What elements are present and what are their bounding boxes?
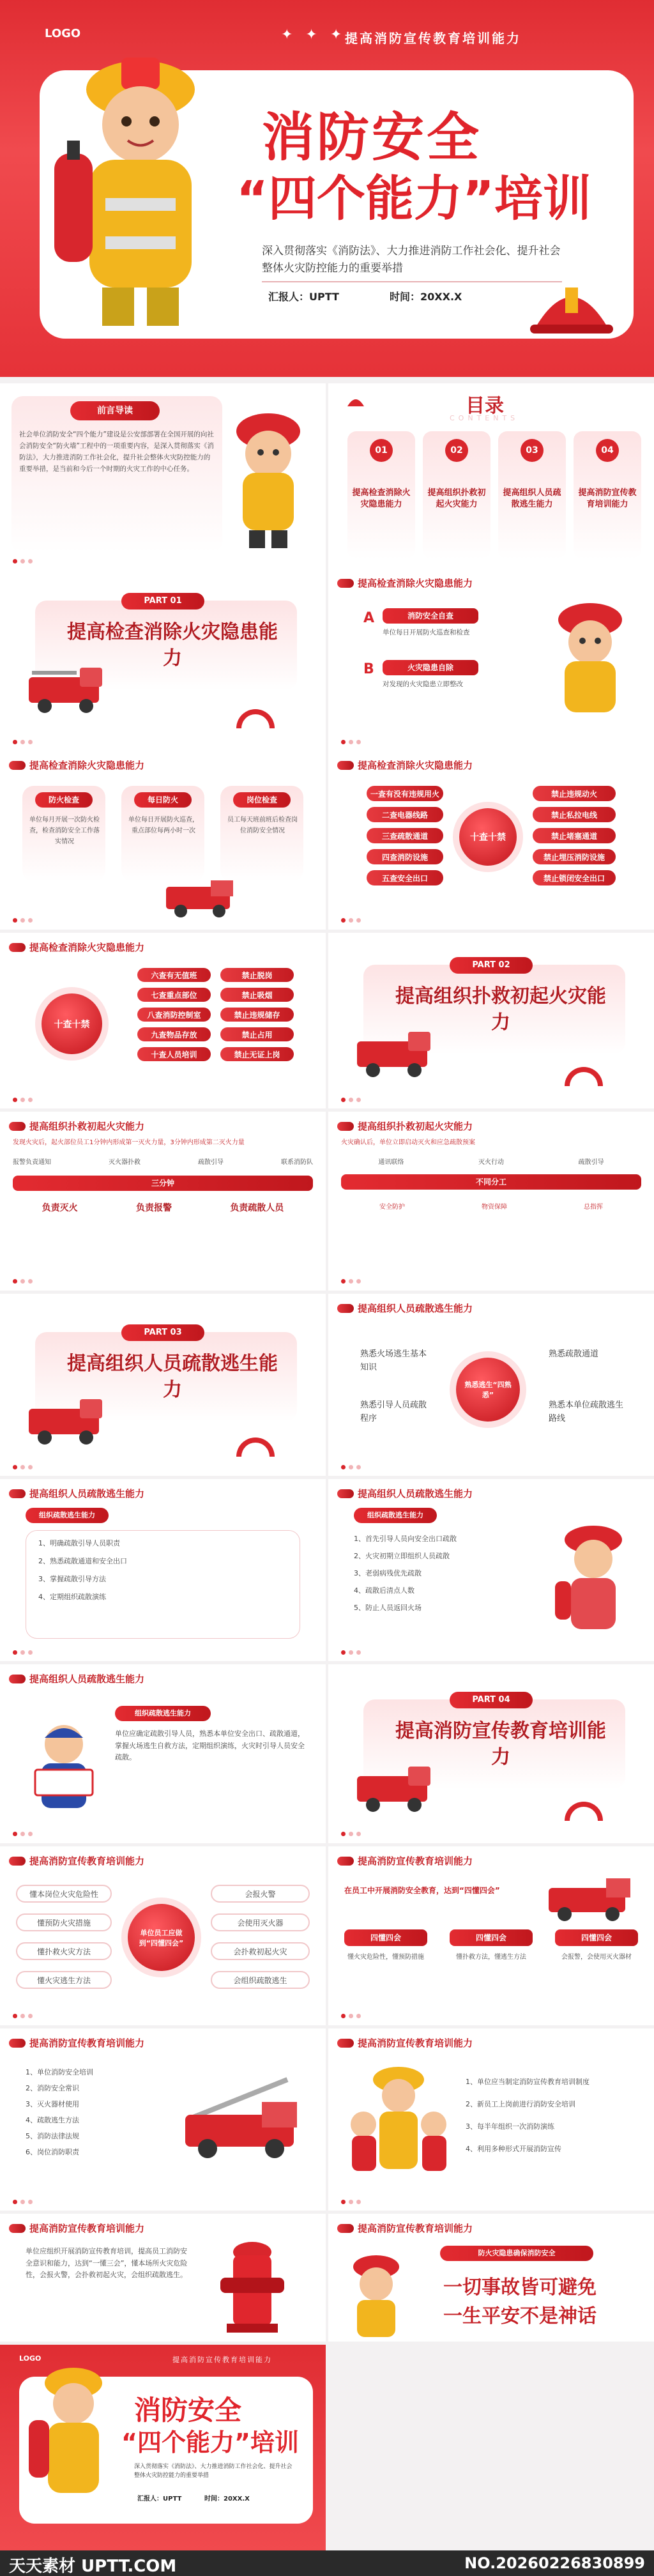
evac-line: 3、掌握疏散引导方法 <box>38 1575 106 1583</box>
s9-cell: 报警负责通知 <box>13 1159 51 1166</box>
thumb-title-line1: 消防安全 <box>134 2395 242 2426</box>
slide-header-text: 提高消防宣传教育培训能力 <box>358 1855 473 1867</box>
check-right-item: 禁止埋压消防设施 <box>533 849 616 864</box>
fire-truck-illustration <box>545 1872 635 1923</box>
firefighter-kid-illustration <box>344 2249 408 2338</box>
cover-logo: LOGO <box>45 27 81 40</box>
firefighter-illustration <box>26 2358 121 2517</box>
s10-cell: 通讯联络 <box>378 1159 404 1166</box>
s10-cell: 灭火行动 <box>478 1159 504 1166</box>
s18-col-title: 四懂四会 <box>344 1929 427 1946</box>
evac-line: 3、老弱病残优先疏散 <box>354 1569 422 1577</box>
s18-col-text: 会报警，会使用灭火器材 <box>561 1954 632 1961</box>
helmet-icon <box>337 579 354 588</box>
cover-sparkles: ✦✦✦ <box>281 27 355 43</box>
evac-line: 5、防止人员返回火场 <box>354 1604 422 1612</box>
helmet-icon <box>9 1675 26 1683</box>
fire-hydrant-illustration <box>217 2239 287 2335</box>
s9-col: 负责灭火 <box>42 1203 78 1213</box>
evac-tag: 组织疏散逃生能力 <box>115 1706 211 1721</box>
slide-dots <box>341 1832 361 1836</box>
helmet-icon <box>337 2039 354 2048</box>
part03-slide <box>0 1294 326 1476</box>
three-minutes-slide <box>0 1112 326 1291</box>
helmet-icon <box>9 2039 26 2048</box>
s10-cell: 疏散引导 <box>578 1159 604 1166</box>
a-text: 单位每日开展防火巡查和检查 <box>383 629 470 636</box>
s10-cells <box>341 1156 641 1166</box>
understand-item: 懂预防火灾措施 <box>16 1913 112 1931</box>
slide-header <box>337 576 473 590</box>
a-label: A <box>363 610 375 626</box>
training-line: 3、灭火器材使用 <box>26 2100 79 2108</box>
toc-items <box>347 431 641 559</box>
evac-tag: 组织疏散逃生能力 <box>26 1508 109 1523</box>
center-circle: 十查十禁 <box>459 808 517 866</box>
slide-dots <box>13 1279 33 1284</box>
slide-header <box>337 758 473 772</box>
slide-header-text: 提高检查消除火灾隐患能力 <box>358 760 473 771</box>
ab-slide <box>328 569 654 751</box>
s15-text: 单位应确定疏散引导人员，熟悉本单位安全出口、疏散通道，掌握火场逃生自救方法，定期组织演练，火灾时引导人员安全疏散。 <box>115 1729 305 1762</box>
cover-title-line1: 消防安全 <box>262 107 482 168</box>
s10-col: 安全防护 <box>379 1204 405 1211</box>
slide-header-text: 提高组织人员疏散逃生能力 <box>29 1673 145 1685</box>
evac-list-slide <box>328 1479 654 1661</box>
part02-slide <box>328 933 654 1108</box>
slide-header-text: 提高消防宣传教育培训能力 <box>358 2223 473 2234</box>
slide-header-text: 提高检查消除火灾隐患能力 <box>29 760 145 771</box>
slide-header <box>337 1854 473 1867</box>
slide-dots <box>13 559 33 564</box>
helmet-icon <box>337 1122 354 1131</box>
slide-dots <box>13 740 33 744</box>
thumb-logo: LOGO <box>19 2354 42 2363</box>
check-left-item: 一查有没有违规用火 <box>367 786 443 801</box>
understand-item: 懂本岗位火灾危险性 <box>16 1885 112 1903</box>
s9-col: 负责疏散人员 <box>230 1203 284 1213</box>
slide-header <box>337 1119 473 1133</box>
evac-line: 4、疏散后清点人数 <box>354 1586 414 1595</box>
fire-truck-illustration <box>354 1757 437 1814</box>
toc-item-num: 03 <box>521 439 544 462</box>
evac-figure-slide <box>0 1664 326 1843</box>
check-item: 九查物品存放 <box>137 1027 211 1041</box>
cover-time: 时间：20XX.X <box>390 291 462 303</box>
training-list-slide <box>0 2028 326 2211</box>
slide-header <box>337 2221 473 2235</box>
evac-tag: 组织疏散逃生能力 <box>354 1508 437 1523</box>
toc-watermark: CONTENTS <box>450 414 519 422</box>
semi-circle-deco <box>236 1438 275 1457</box>
helmet-icon <box>337 2224 354 2233</box>
check-item: 禁止违规储存 <box>220 1008 294 1022</box>
check-item: 禁止脱岗 <box>220 968 294 982</box>
part-title: 提高消防宣传教育培训能力 <box>395 1720 606 1768</box>
center-circle: 单位员工应做到“四懂四会” <box>128 1904 195 1971</box>
slide-dots <box>13 2014 33 2018</box>
fire-truck-illustration <box>26 658 109 716</box>
slide-dots <box>341 1465 361 1469</box>
part-label: PART 01 <box>121 593 204 610</box>
training-line: 6、岗位消防职责 <box>26 2148 79 2156</box>
slogan-tag: 防火灾隐患确保消防安全 <box>440 2246 593 2261</box>
fire-truck-illustration <box>163 875 240 920</box>
helmet-icon <box>9 2224 26 2233</box>
thumb-top-subtitle: 提高消防宣传教育培训能力 <box>172 2356 272 2364</box>
slide-dots <box>341 2200 361 2204</box>
slide-header <box>9 1854 144 1867</box>
check-left-item: 四查消防设施 <box>367 849 443 864</box>
check-col-text: 单位每日开展防火巡查，重点部位每两小时一次 <box>128 816 199 834</box>
hydrant-slide <box>0 2214 326 2342</box>
s18-col-text: 懂扑救方法，懂逃生方法 <box>456 1954 526 1961</box>
helmet-icon <box>337 1489 354 1498</box>
firefighter-illustration <box>45 38 236 332</box>
slide-header <box>9 1672 144 1685</box>
slide-dots <box>13 1832 33 1836</box>
slide-header-text: 提高组织扑救初起火灾能力 <box>29 1121 145 1132</box>
firefighter-team-illustration <box>344 2060 453 2182</box>
check-right-item: 禁止堵塞通道 <box>533 828 616 843</box>
slide-dots <box>13 1650 33 1655</box>
slide-header-text: 提高检查消除火灾隐患能力 <box>358 578 473 589</box>
helmet-icon <box>9 1857 26 1866</box>
s10-col: 总指挥 <box>584 1204 603 1211</box>
familiar-item: 熟悉引导人员疏散程序 <box>360 1400 427 1423</box>
toc-item-label: 提高消防宣传教育培训能力 <box>578 488 637 510</box>
semi-circle-deco <box>236 709 275 728</box>
toc-item[interactable] <box>574 431 641 559</box>
check-col-title: 每日防火 <box>134 792 192 808</box>
s9-cell: 灭火器扑救 <box>109 1159 141 1166</box>
slide-dots <box>341 1650 361 1655</box>
s10-col: 物资保障 <box>482 1204 507 1211</box>
cover-title-line2: “四个能力”培训 <box>236 170 591 227</box>
toc-item-label: 提高组织扑救初起火灾能力 <box>427 488 486 510</box>
s9-cell: 联系消防队 <box>281 1159 313 1166</box>
s21-text: 单位应组织开展消防宣传教育培训，提高员工消防安全意识和能力，达到“一懂三会”，懂本场所火灾危险性，会报火警，会扑救初起火灾，会组织疏散逃生。 <box>26 2247 188 2280</box>
s10-intro: 火灾确认后，单位立即启动灭火和应急疏散预案 <box>341 1139 475 1146</box>
cover-divider <box>262 281 562 282</box>
check-left-item: 三查疏散通道 <box>367 828 443 843</box>
slide-header-text: 提高消防宣传教育培训能力 <box>29 2037 145 2049</box>
helmet-icon <box>9 1489 26 1498</box>
s9-col: 负责报警 <box>135 1203 172 1213</box>
check-col-title: 防火检查 <box>35 792 93 808</box>
part-title: 提高检查消除火灾隐患能力 <box>67 621 278 670</box>
four-understand-slide <box>0 1846 326 2025</box>
check-item: 禁止占用 <box>220 1027 294 1041</box>
ten-checks-slide <box>328 751 654 930</box>
preface-slide <box>0 383 326 569</box>
check-right-item: 禁止违规动火 <box>533 786 616 801</box>
part01-slide <box>0 569 326 751</box>
slide-header <box>9 940 144 954</box>
training-team-slide <box>328 2028 654 2211</box>
s18-intro: 在员工中开展消防安全教育，达到“四懂四会” <box>344 1886 500 1895</box>
slide-dots <box>341 1279 361 1284</box>
center-circle: 十查十禁 <box>42 993 102 1054</box>
four-familiar-slide <box>328 1294 654 1476</box>
check-col-title: 岗位检查 <box>233 792 291 808</box>
part-label: PART 04 <box>450 1692 533 1708</box>
part-label: PART 02 <box>450 957 533 974</box>
four-understand-cols-slide <box>328 1846 654 2025</box>
s18-col-title: 四懂四会 <box>555 1929 638 1946</box>
slide-header-text: 提高组织扑救初起火灾能力 <box>358 1121 473 1132</box>
center-circle: 熟悉逃生“四熟悉” <box>456 1358 520 1422</box>
evac-line: 1、首先引导人员向安全出口疏散 <box>354 1535 457 1543</box>
slide-header-text: 提高组织人员疏散逃生能力 <box>358 1303 473 1314</box>
toc-item-num: 02 <box>445 439 468 462</box>
preface-title: 前言导读 <box>70 401 160 420</box>
slide-header <box>9 758 144 772</box>
slide-dots <box>341 2014 361 2018</box>
slogan-line1: 一切事故皆可避免 <box>443 2276 597 2299</box>
helmet-icon <box>9 1122 26 1131</box>
a-title: 消防安全自查 <box>383 608 478 624</box>
part-title: 提高组织扑救初起火灾能力 <box>395 985 606 1034</box>
semi-circle-deco <box>565 1802 603 1821</box>
slide-header-text: 提高组织人员疏散逃生能力 <box>29 1488 145 1499</box>
team-line: 3、每半年组织一次消防演练 <box>466 2122 554 2131</box>
helmet-icon <box>9 943 26 952</box>
toc-title: 目录 <box>466 395 504 417</box>
slide-header <box>9 2221 144 2235</box>
s18-col-text: 懂火灾危险性，懂预防措施 <box>347 1954 424 1961</box>
thumb-title-line2: “四个能力”培训 <box>121 2428 299 2457</box>
slide-header-text: 提高组织人员疏散逃生能力 <box>358 1488 473 1499</box>
part04-slide <box>328 1664 654 1843</box>
check-columns-slide <box>0 751 326 930</box>
thumb-time: 时间：20XX.X <box>204 2496 250 2503</box>
check-item: 七查重点部位 <box>137 988 211 1002</box>
cover-reporter: 汇报人：UPTT <box>268 291 339 303</box>
slide-header <box>337 1487 473 1500</box>
evac-line: 2、火灾初期立即组织人员疏散 <box>354 1552 450 1560</box>
kid-holding-sign-illustration <box>29 1719 99 1821</box>
cover-desc: 深入贯彻落实《消防法》、大力推进消防工作社会化、提升社会整体火灾防控能力的重要举措 <box>262 245 561 275</box>
helmet-icon <box>337 761 354 770</box>
s9-intro: 发现火灾后，起火部位员工1分钟内形成第一灭火力量，3分钟内形成第二灭火力量 <box>13 1139 245 1146</box>
ten-checks-2-slide <box>0 933 326 1108</box>
helmet-icon <box>9 761 26 770</box>
s9-cell: 疏散引导 <box>198 1159 224 1166</box>
division-slide <box>328 1112 654 1291</box>
familiar-item: 熟悉疏散通道 <box>549 1349 599 1359</box>
training-line: 2、消防安全常识 <box>26 2084 79 2092</box>
team-line: 2、新员工上岗前进行消防安全培训 <box>466 2100 575 2108</box>
slide-dots <box>341 918 361 923</box>
s10-bar: 不同分工 <box>341 1174 641 1190</box>
slide-dots <box>13 1465 33 1469</box>
fire-truck-illustration <box>26 1390 109 1447</box>
fire-truck-illustration <box>354 1022 437 1080</box>
footer-site: 天天素材 UPTT.COM <box>9 2557 177 2576</box>
slide-header-text: 提高检查消除火灾隐患能力 <box>29 942 145 953</box>
helmet-icon <box>346 395 365 409</box>
b-label: B <box>363 661 374 677</box>
familiar-item: 熟悉本单位疏散逃生路线 <box>549 1400 624 1423</box>
check-left-item: 五查安全出口 <box>367 870 443 885</box>
slide-dots <box>341 740 361 744</box>
part-label: PART 03 <box>121 1324 204 1341</box>
check-col-text: 单位每月开展一次防火检查，检查消防安全工作落实情况 <box>29 816 100 845</box>
check-item: 禁止吸烟 <box>220 988 294 1002</box>
slide-dots <box>13 1098 33 1102</box>
slide-header <box>337 2036 473 2050</box>
training-line: 5、消防法律法规 <box>26 2132 79 2140</box>
cover-slide <box>0 0 654 377</box>
toc-item-num: 01 <box>370 439 393 462</box>
helmet-icon <box>337 1304 354 1313</box>
slide-dots <box>13 918 33 923</box>
training-line: 4、疏散逃生方法 <box>26 2116 79 2124</box>
check-right-item: 禁止私拉电线 <box>533 807 616 822</box>
slide-header-text: 提高消防宣传教育培训能力 <box>29 2223 145 2234</box>
check-item: 六查有无值班 <box>137 968 211 982</box>
slide-header-text: 提高消防宣传教育培训能力 <box>358 2037 473 2049</box>
team-line: 4、利用多种形式开展消防宣传 <box>466 2145 561 2153</box>
toc-item-label: 提高组织人员疏散逃生能力 <box>503 488 561 510</box>
slide-header <box>9 2036 144 2050</box>
understand-item: 会扑救初起火灾 <box>211 1942 310 1960</box>
understand-item: 会组织疏散逃生 <box>211 1971 310 1989</box>
familiar-item: 熟悉火场逃生基本知识 <box>360 1349 427 1372</box>
slide-dots <box>341 1098 361 1102</box>
helmet-illustration <box>530 275 613 345</box>
check-col-text: 员工每天班前班后检查岗位消防安全情况 <box>227 816 298 834</box>
toc-item[interactable] <box>347 431 415 559</box>
check-item: 八查消防控制室 <box>137 1008 211 1022</box>
s9-cells <box>13 1156 313 1166</box>
firefighter-kid-illustration <box>545 594 635 722</box>
check-right-item: 禁止锁闭安全出口 <box>533 870 616 885</box>
s9-cols <box>13 1201 313 1214</box>
team-line: 1、单位应当制定消防宣传教育培训制度 <box>466 2078 589 2086</box>
understand-item: 懂扑救火灾方法 <box>16 1942 112 1960</box>
preface-text: 社会单位消防安全“四个能力”建设是公安部部署在全国开展的向社会消防安全“防火墙”工程中的一项重要内容，是深入贯彻落实《消防法》，大力推进消防工作社会化，提升社会整体火灾防控能力的重要举措，是当前和今后一个时期的火灾工作的中心任务。 <box>19 431 214 473</box>
semi-circle-deco <box>565 1067 603 1086</box>
cover-thumbnail-slide <box>0 2345 326 2550</box>
cover-top-subtitle: 提高消防宣传教育培训能力 <box>345 31 521 46</box>
s10-cols <box>341 1201 641 1211</box>
slide-header <box>9 1487 144 1500</box>
toc-item[interactable] <box>423 431 490 559</box>
toc-item-label: 提高检查消除火灾隐患能力 <box>352 488 411 510</box>
b-title: 火灾隐患自除 <box>383 660 478 675</box>
check-item: 禁止无证上岗 <box>220 1047 294 1061</box>
slogan-slide <box>328 2214 654 2342</box>
understand-item: 会报火警 <box>211 1885 310 1903</box>
check-left-item: 二查电器线路 <box>367 807 443 822</box>
part-title: 提高组织人员疏散逃生能力 <box>67 1353 278 1401</box>
evac-line: 4、定期组织疏散演练 <box>38 1593 106 1601</box>
toc-item-num: 04 <box>596 439 619 462</box>
slogan-line2: 一生平安不是神话 <box>443 2305 597 2327</box>
thumb-reporter: 汇报人：UPTT <box>137 2496 182 2503</box>
helmet-icon <box>337 1857 354 1866</box>
ladder-truck-illustration <box>179 2067 307 2163</box>
firefighter-extinguisher-illustration <box>552 1517 635 1639</box>
slide-header-text: 提高消防宣传教育培训能力 <box>29 1855 145 1867</box>
s18-col-title: 四懂四会 <box>450 1929 533 1946</box>
understand-item: 懂火灾逃生方法 <box>16 1971 112 1989</box>
b-text: 对发现的火灾隐患立即整改 <box>383 680 463 688</box>
training-line: 1、单位消防安全培训 <box>26 2068 93 2076</box>
evac-line: 2、熟悉疏散通道和安全出口 <box>38 1557 127 1565</box>
slide-dots <box>13 2200 33 2204</box>
evac-text-slide <box>0 1479 326 1661</box>
slide-header <box>9 1119 144 1133</box>
evac-line: 1、明确疏散引导人员职责 <box>38 1539 120 1547</box>
s9-bar: 三分钟 <box>13 1176 313 1191</box>
firefighter-kid-illustration <box>224 402 313 549</box>
understand-item: 会使用灭火器 <box>211 1913 310 1931</box>
thumb-desc: 深入贯彻落实《消防法》、大力推进消防工作社会化、提升社会整体火灾防控能力的重要举措 <box>134 2464 293 2479</box>
slide-header <box>337 1301 473 1315</box>
toc-item[interactable] <box>498 431 566 559</box>
footer-no: NO.20260226830899 <box>464 2554 645 2572</box>
check-item: 十查人员培训 <box>137 1047 211 1061</box>
toc-slide <box>328 383 654 569</box>
